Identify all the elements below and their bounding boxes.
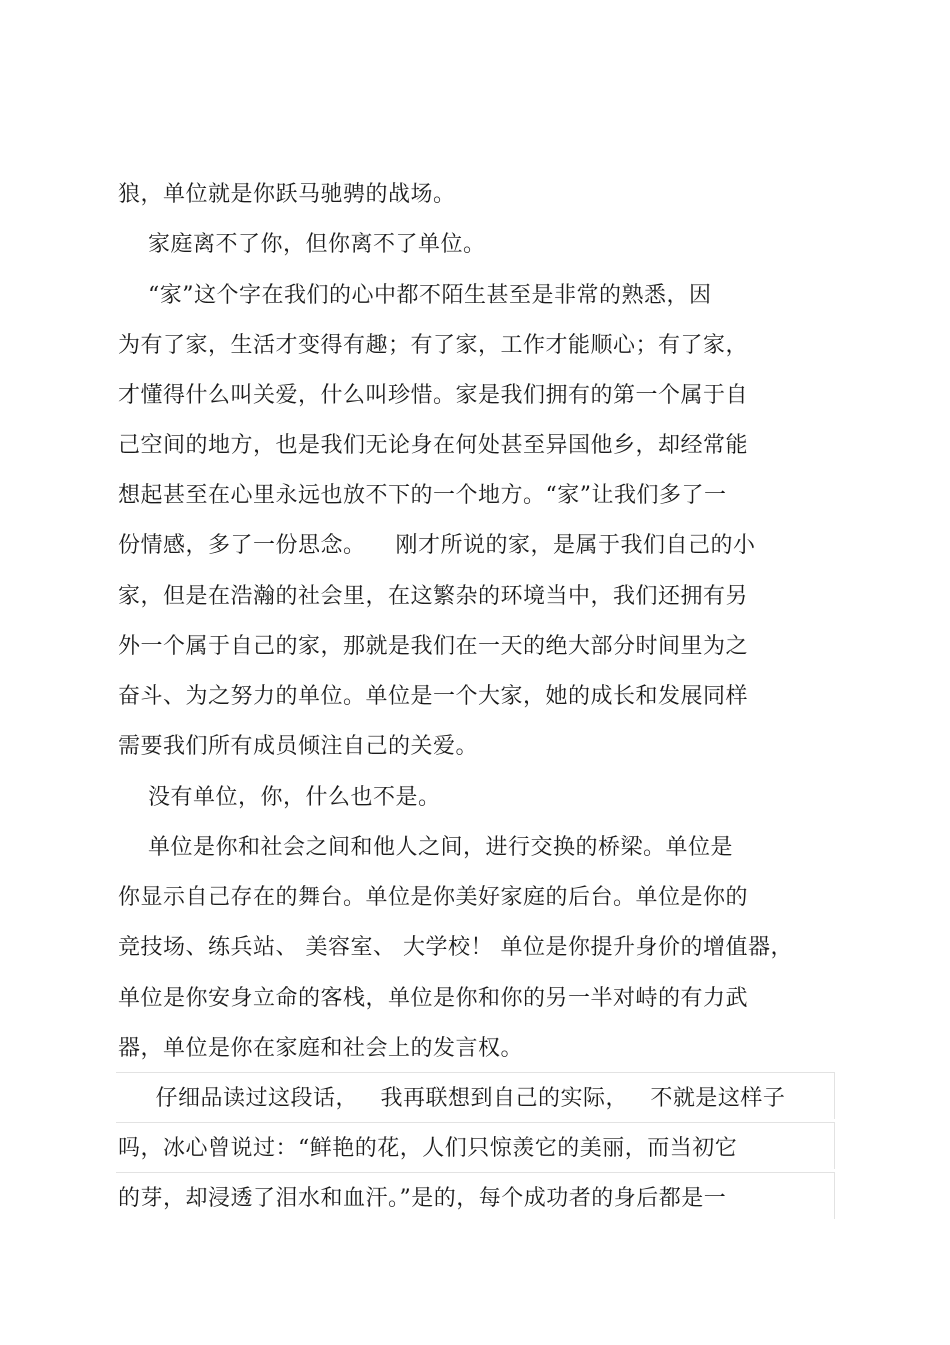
- text-line: 奋斗、为之努力的单位。单位是一个大家，她的成长和发展同样: [118, 684, 749, 709]
- text-line: 的芽，却浸透了泪水和血汗。”是的，每个成功者的身后都是一: [118, 1186, 727, 1211]
- text-line: 才懂得什么叫关爱，什么叫珍惜。家是我们拥有的第一个属于自: [118, 383, 749, 408]
- text-line: 你显示自己存在的舞台。单位是你美好家庭的后台。单位是你的: [118, 885, 749, 910]
- text-line: 竞技场、练兵站、 美容室、 大学校！ 单位是你提升身价的增值器，: [118, 935, 793, 960]
- text-line: 想起甚至在心里永远也放不下的一个地方。“家”让我们多了一: [118, 483, 727, 508]
- text-line: 为有了家，生活才变得有趣；有了家，工作才能顺心；有了家，: [118, 333, 749, 358]
- text-line: 器，单位是你在家庭和社会上的发言权。: [118, 1036, 524, 1061]
- text-line: “家”这个字在我们的心中都不陌生甚至是非常的熟悉，因: [118, 283, 712, 308]
- text-line: 没有单位，你，什么也不是。: [118, 785, 441, 810]
- text-line: 吗，冰心曾说过：“鲜艳的花，人们只惊羡它的美丽，而当初它: [118, 1136, 738, 1161]
- text-line: 单位是你和社会之间和他人之间，进行交换的桥梁。单位是: [118, 835, 733, 860]
- text-line: 家庭离不了你，但你离不了单位。: [118, 232, 486, 257]
- text-line: 需要我们所有成员倾注自己的关爱。: [118, 734, 479, 759]
- text-line: 份情感，多了一份思念。 刚才所说的家，是属于我们自己的小: [118, 533, 756, 558]
- text-line: 狼，单位就是你跃马驰骋的战场。: [118, 182, 456, 207]
- text-line: 外一个属于自己的家，那就是我们在一天的绝大部分时间里为之: [118, 634, 749, 659]
- text-line: 仔细品读过这段话， 我再联想到自己的实际， 不就是这样子: [118, 1086, 786, 1111]
- text-line: 家，但是在浩瀚的社会里，在这繁杂的环境当中，我们还拥有另: [118, 584, 749, 609]
- text-line: 单位是你安身立命的客栈，单位是你和你的另一半对峙的有力武: [118, 986, 749, 1011]
- text-line: 己空间的地方，也是我们无论身在何处甚至异国他乡，却经常能: [118, 433, 749, 458]
